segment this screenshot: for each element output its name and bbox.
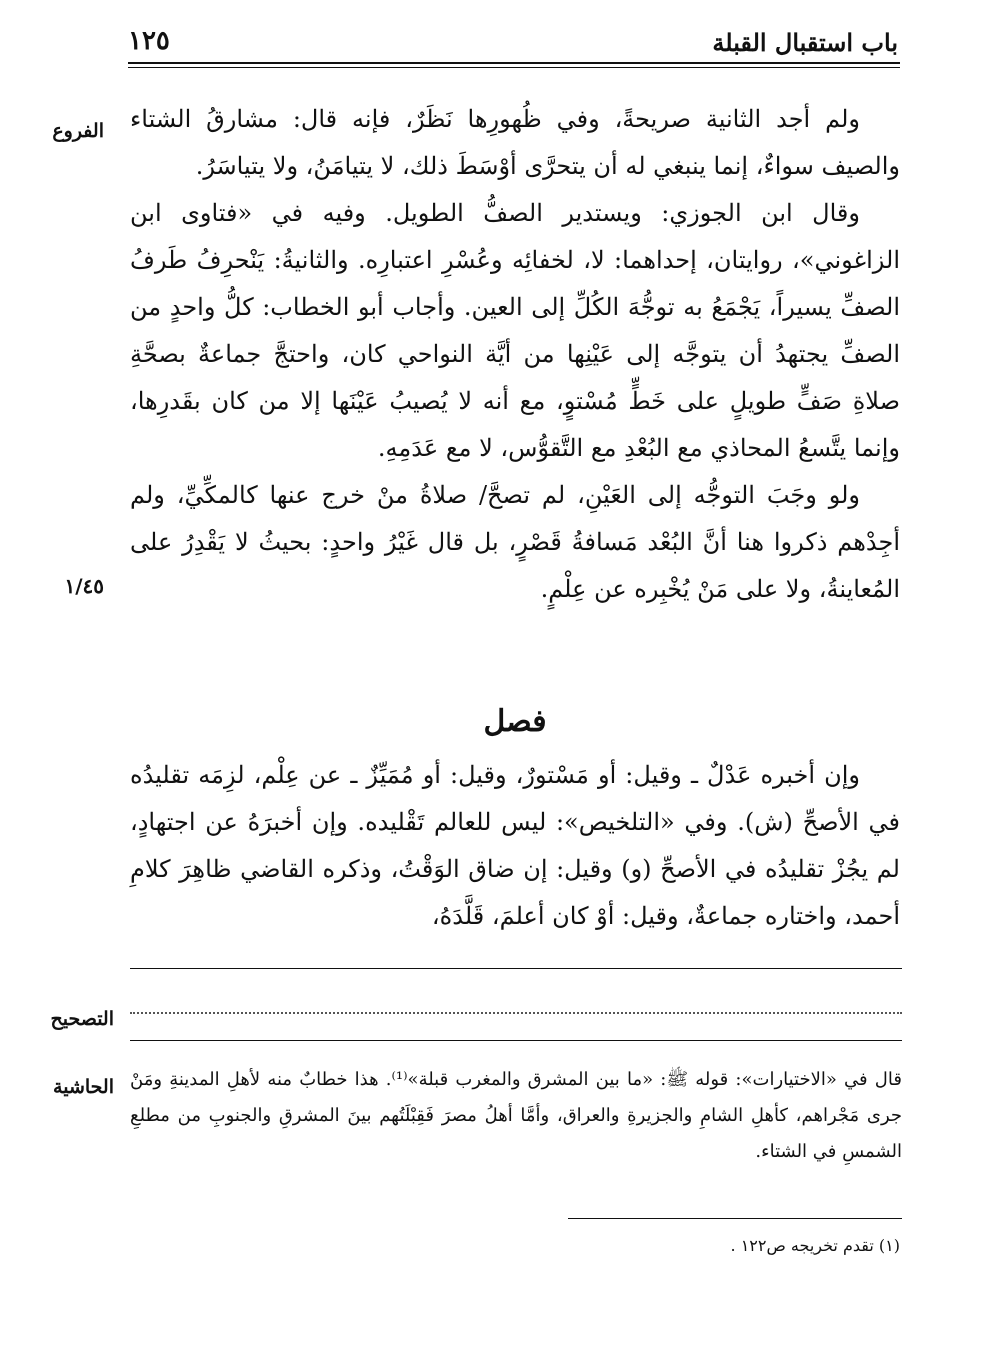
hashiya-text bbox=[130, 1062, 902, 1170]
main-text-divider bbox=[130, 968, 902, 969]
tashih-divider bbox=[130, 1040, 902, 1041]
paragraph-2: وقال ابن الجوزي: ويستدير الصفُّ الطويل. وفيه في «فتاوى ابن الزاغوني»، روايتان، إحداهما: لا، لخفائِه وعُسْرِ اعتبارِه. والثانيةُ: يَنْحرِفُ طَرفُ الصفِّ يسيراً، يَجْمَعُ به توجُّهَ الكُلِّ إلى العين. وأجاب أبو الخطاب: كلُّ واحدٍ من الصفِّ يجتهدُ أن يتوجَّه إلى عَيْنِها من أيَّة النواحي كان، واحتجَّ جماعةٌ بصحَّةِ صلاةِ صَفٍّ طويلٍ على خَطٍّ مُسْتوٍ، مع أنه لا يُصيبُ عَيْنَها إلا من كان بقَدرِها، وإنما يتَّسعُ المحاذي مع البُعْدِ مع التَّقوُّس، لا مع عَدَمِهِ. bbox=[130, 199, 900, 462]
main-text bbox=[130, 96, 900, 613]
margin-label-volume-page: ١/٤٥ bbox=[64, 574, 104, 598]
footnote-rule bbox=[568, 1218, 902, 1219]
footnote: (١) تقدم تخريجه ص١٢٢ . bbox=[730, 1236, 900, 1255]
hashiya-paragraph: قال في «الاختيارات»: قوله ﷺ: «ما بين المشرق والمغرب قبلة»⁽¹⁾. هذا خطابٌ منه لأهلِ المدينةِ ومَنْ جرى مَجْراهم، كأهلِ الشامِ والجزيرةِ والعراق، وأمَّا أهلُ مصرَ فَقِبْلَتُهم بينَ المشرقِ والجنوبِ من مطلعِ الشمسِ في الشتاء. bbox=[130, 1069, 902, 1162]
section-text bbox=[130, 752, 900, 940]
margin-label-furu: الفروع bbox=[52, 120, 104, 142]
page-header bbox=[128, 24, 898, 64]
section-title: فصل bbox=[483, 704, 547, 739]
section-paragraph: وإن أخبره عَدْلٌ ـ وقيل: أو مَسْتورٌ، وقيل: أو مُمَيِّزٌ ـ عن عِلْم، لزِمَه تقليدُه في الأصحِّ (ش). وفي «التلخيص»: ليس للعالم تَقْليده. وإن أخبرَهُ عن اجتهادٍ، لم يجُزْ تقليدُه في الأصحِّ (و) وقيل: إن ضاق الوَقْتُ، وذكره القاضي ظاهِرَ كلامِ أحمد، واختاره جماعةٌ، وقيل: أوْ كان أعلمَ، قَلَّدَهُ، bbox=[130, 761, 900, 930]
header-rule bbox=[128, 62, 900, 68]
tashih-dotted-line bbox=[130, 1012, 902, 1014]
margin-label-hashiya: الحاشية bbox=[53, 1076, 114, 1098]
margin-label-tashih: التصحيح bbox=[50, 1008, 114, 1030]
page-number: ١٢٥ bbox=[128, 26, 170, 56]
paragraph-1: ولم أجد الثانية صريحةً، وفي ظُهورِها نَظَرٌ، فإنه قال: مشارقُ الشتاء والصيف سواءٌ، إنما ينبغي له أن يتحرَّى أوْسَطَ ذلك، لا يتيامَنُ، ولا يتياسَرُ. bbox=[130, 105, 900, 180]
paragraph-3: ولو وجَبَ التوجُّه إلى العَيْنِ، لم تصحَّ/ صلاةُ منْ خرج عنها كالمكِّيِّ، ولم أجِدْهم ذكروا هنا أنَّ البُعْد مَسافةُ قَصْرٍ، بل قال غَيْرُ واحدٍ: بحيثُ لا يَقْدِرُ على المُعاينةُ، ولا على مَنْ يُخْبِره عن عِلْمٍ. bbox=[130, 481, 900, 603]
chapter-title: باب استقبال القبلة bbox=[712, 28, 898, 57]
